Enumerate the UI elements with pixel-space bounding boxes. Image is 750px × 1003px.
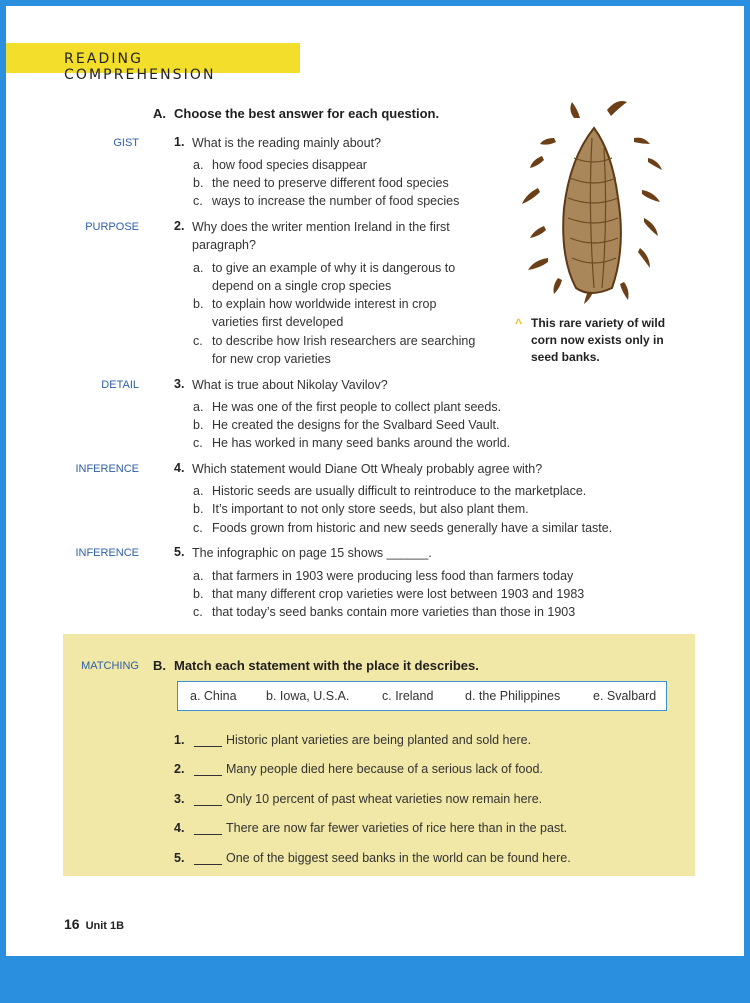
section-a-heading [153,106,439,121]
answer-option [193,259,455,295]
option-letter: c. [193,605,203,619]
question-line: Which statement would Diane Ott Whealy probably agree with? [192,462,543,476]
section-b-letter: B. [153,658,166,673]
option-text-cont: for new crop varieties [212,352,331,366]
section-b-title: Match each statement with the place it describes. [174,658,479,673]
statement-number: 5. [174,851,185,865]
option-text: to give an example of why it is dangerous to [212,261,456,275]
question-tag: INFERENCE [75,463,139,475]
option-letter: b. [193,418,204,432]
statement-number: 2. [174,762,185,776]
answer-option [193,500,529,518]
option-letter: a. [193,484,204,498]
option-text: Foods grown from historic and new seeds generally have a similar taste. [212,521,613,535]
option-letter: a. [193,400,204,414]
question-text [192,544,432,562]
option-text: to explain how worldwide interest in crop [212,297,437,311]
section-banner [6,43,300,83]
option-letter: b. [193,502,204,516]
answer-option [193,156,367,174]
answer-blank[interactable] [194,804,222,806]
wild-corn-illustration [514,98,684,313]
option-text: It’s important to not only store seeds, but also plant them. [212,502,529,516]
page-number: 16 [64,916,80,932]
answer-option [193,567,573,585]
section-a-letter: A. [153,106,166,121]
option-letter: a. [193,261,204,275]
option-text: He was one of the first people to collect plant seeds. [212,400,502,414]
section-a-title: Choose the best answer for each question. [174,106,440,121]
question-text [192,460,542,478]
question-text [192,134,381,152]
question-line: paragraph? [192,238,256,252]
option-letter: c. [193,436,203,450]
section-b-heading [153,658,479,673]
option-letter: c. [193,521,203,535]
choice-option: c. Ireland [382,689,434,703]
answer-option [193,416,499,434]
answer-option [193,295,436,331]
option-text: He created the designs for the Svalbard Seed Vault. [212,418,500,432]
answer-option [193,603,575,621]
option-text: Historic seeds are usually difficult to reintroduce to the marketplace. [212,484,587,498]
question-number: 4. [174,461,185,475]
option-text-cont: depend on a single crop species [212,279,392,293]
unit-label: Unit 1B [85,920,125,932]
caption-text: This rare variety of wild corn now exists only in seed banks. [531,316,666,364]
choice-option: d. the Philippines [465,689,561,703]
option-letter: c. [193,194,203,208]
caret-up-icon: ^ [515,316,523,330]
question-text [192,218,450,254]
option-text: how food species disappear [212,158,367,172]
statement-number: 3. [174,792,185,806]
banner-title: READING COMPREHENSION [64,51,216,83]
statement-number: 1. [174,733,185,747]
option-text: that farmers in 1903 were producing less food than farmers today [212,569,574,583]
answer-blank[interactable] [194,863,222,865]
question-tag: DETAIL [101,379,139,391]
statement-text: Only 10 percent of past wheat varieties now remain here. [226,792,543,806]
question-tag: INFERENCE [75,547,139,559]
answer-option [193,482,586,500]
matching-tag: MATCHING [81,660,139,672]
place-choices-box [177,681,667,711]
answer-option [193,192,459,210]
answer-option [193,434,510,452]
option-text-cont: varieties first developed [212,315,344,329]
question-text [192,376,388,394]
option-text: to describe how Irish researchers are searching [212,334,476,348]
answer-blank[interactable] [194,774,222,776]
answer-option [193,519,612,537]
option-letter: a. [193,158,204,172]
answer-option [193,398,501,416]
answer-option [193,585,584,603]
option-letter: b. [193,176,204,190]
question-tag: PURPOSE [85,221,139,233]
choice-option: b. Iowa, U.S.A. [266,689,350,703]
answer-option [193,332,475,368]
choice-option: a. China [190,689,237,703]
textbook-page [6,6,744,956]
question-line: Why does the writer mention Ireland in the first [192,220,450,234]
matching-section [63,634,695,876]
option-text: the need to preserve different food species [212,176,449,190]
option-letter: a. [193,569,204,583]
answer-blank[interactable] [194,833,222,835]
question-line: What is true about Nikolay Vavilov? [192,378,388,392]
option-letter: b. [193,587,204,601]
statement-text: One of the biggest seed banks in the world can be found here. [226,851,571,865]
option-letter: b. [193,297,204,311]
option-text: that today’s seed banks contain more varieties than those in 1903 [212,605,576,619]
page-footer [64,916,124,934]
question-number: 3. [174,377,185,391]
choice-option: e. Svalbard [593,689,657,703]
statement-text: There are now far fewer varieties of rice here than in the past. [226,821,568,835]
answer-blank[interactable] [194,745,222,747]
question-number: 2. [174,219,185,233]
option-text: ways to increase the number of food species [212,194,460,208]
question-number: 5. [174,545,185,559]
statement-text: Many people died here because of a serious lack of food. [226,762,543,776]
question-tag: GIST [113,137,139,149]
answer-option [193,174,449,192]
option-text: that many different crop varieties were lost between 1903 and 1983 [212,587,585,601]
option-letter: c. [193,334,203,348]
question-number: 1. [174,135,185,149]
statement-text: Historic plant varieties are being planted and sold here. [226,733,532,747]
option-text: He has worked in many seed banks around the world. [212,436,511,450]
image-caption [515,315,685,366]
question-line: What is the reading mainly about? [192,136,381,150]
question-line: The infographic on page 15 shows ______. [192,546,432,560]
statement-number: 4. [174,821,185,835]
